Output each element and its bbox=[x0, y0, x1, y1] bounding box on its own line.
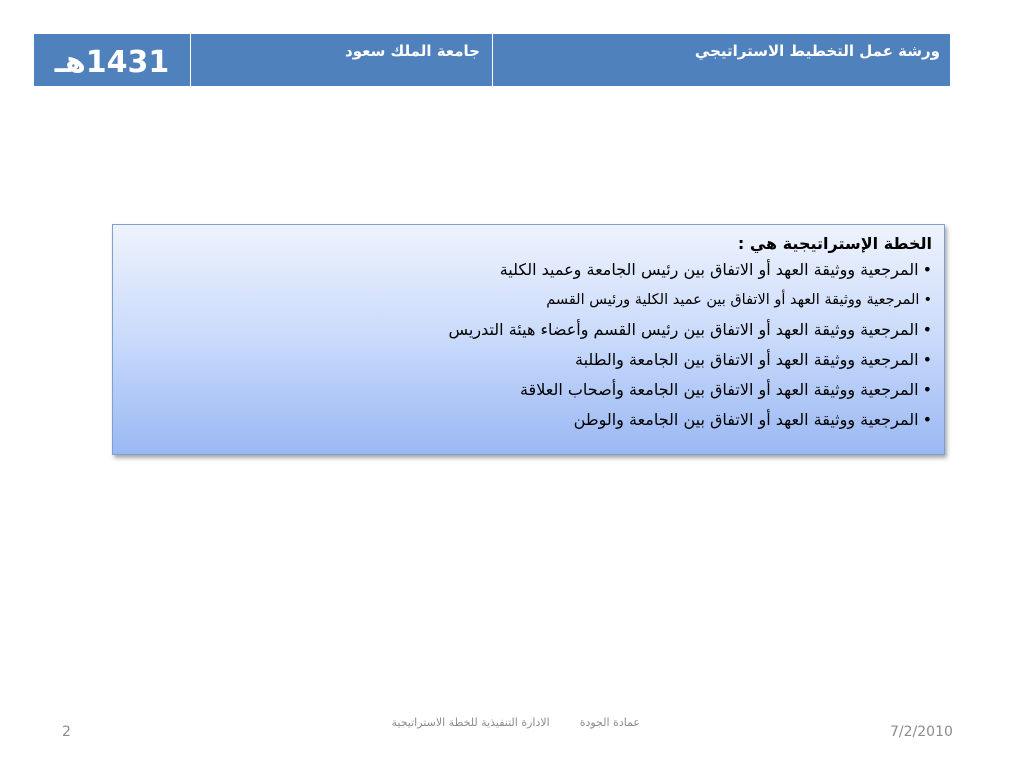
slide-number: 2 bbox=[62, 724, 71, 740]
list-item bbox=[125, 315, 932, 345]
list-item-text: المرجعية ووثيقة العهد أو الاتفاق بين رئيس القسم وأعضاء هيئة التدريس bbox=[448, 320, 919, 339]
footer-date: 7/2/2010 bbox=[890, 724, 953, 740]
list-item-text: المرجعية ووثيقة العهد أو الاتفاق بين عميد الكلية ورئيس القسم bbox=[546, 292, 920, 308]
content-title: الخطة الإستراتيجية هي : bbox=[737, 234, 932, 253]
list-item-text: المرجعية ووثيقة العهد أو الاتفاق بين الجامعة وأصحاب العلاقة bbox=[519, 380, 919, 399]
year-cell: 1431هـ bbox=[34, 34, 191, 86]
list-item-text: المرجعية ووثيقة العهد أو الاتفاق بين الجامعة والطلبة bbox=[575, 350, 919, 369]
list-item bbox=[125, 375, 932, 405]
content-box bbox=[112, 224, 945, 455]
footer-deanship: عمادة الجودة bbox=[579, 716, 640, 729]
list-item-text: المرجعية ووثيقة العهد أو الاتفاق بين الجامعة والوطن bbox=[573, 410, 919, 429]
bullet-icon: • bbox=[922, 410, 932, 429]
content-list bbox=[125, 255, 932, 435]
header-table bbox=[33, 33, 951, 87]
workshop-title-cell: ورشة عمل التخطيط الاستراتيجي bbox=[694, 42, 940, 60]
list-item-text: المرجعية ووثيقة العهد أو الاتفاق بين رئيس الجامعة وعميد الكلية bbox=[499, 260, 919, 279]
bullet-icon: • bbox=[922, 260, 932, 279]
bullet-icon: • bbox=[922, 380, 932, 399]
bullet-icon: • bbox=[922, 350, 932, 369]
list-item bbox=[125, 405, 932, 435]
list-item bbox=[125, 345, 932, 375]
footer-center-text bbox=[380, 714, 640, 732]
bullet-icon: • bbox=[923, 292, 932, 308]
list-item bbox=[125, 285, 932, 315]
footer-administration: الادارة التنفيذية للخطة الاستراتيجية bbox=[391, 716, 550, 729]
bullet-icon: • bbox=[922, 320, 932, 339]
university-cell: جامعة الملك سعود bbox=[191, 34, 493, 86]
list-item bbox=[125, 255, 932, 285]
